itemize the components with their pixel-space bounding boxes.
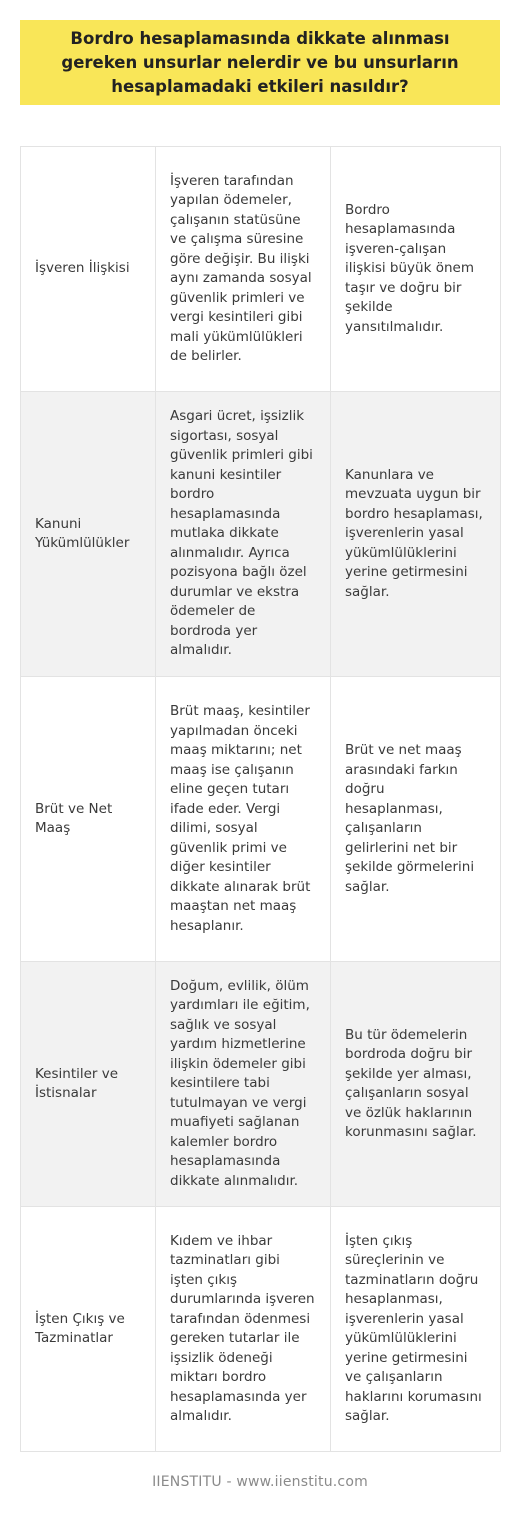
row-effect: İşten çıkış süreçlerinin ve tazminatların doğru hesaplanması, işverenlerin yasal yükümlülüklerini yerine getirmesini ve çalışanların haklarını korumasını sağlar. [331,1207,501,1452]
row-label: Kanuni Yükümlülükler [21,392,156,677]
title-banner [20,20,500,105]
row-effect: Kanunlara ve mevzuata uygun bir bordro hesaplaması, işverenlerin yasal yükümlülüklerini yerine getirmesini sağlar. [331,392,501,677]
row-effect: Brüt ve net maaş arasındaki farkın doğru hesaplanması, çalışanların gelirlerini net bir şekilde görmelerini sağlar. [331,677,501,962]
row-description: İşveren tarafından yapılan ödemeler, çalışanın statüsüne ve çalışma süresine göre değişir. Bu ilişki aynı zamanda sosyal güvenlik primleri ve vergi kesintileri gibi mali yükümlülükleri de belirler. [156,147,331,392]
row-description: Doğum, evlilik, ölüm yardımları ile eğitim, sağlık ve sosyal yardım hizmetlerine ilişkin ödemeler gibi kesintilere tabi tutulmayan ve vergi muafiyeti sağlanan kalemler bordro hesaplamasında dikkate alınmalıdır. [156,962,331,1207]
row-label: İşveren İlişkisi [21,147,156,392]
row-label: İşten Çıkış ve Tazminatlar [21,1207,156,1452]
table-row [21,962,501,1207]
row-description: Kıdem ve ihbar tazminatları gibi işten çıkış durumlarında işveren tarafından ödenmesi gereken tutarlar ile işsizlik ödeneği miktarı bordro hesaplamasında yer almalıdır. [156,1207,331,1452]
footer-credit: IIENSTITU - www.iienstitu.com [152,1474,368,1490]
table-row [21,392,501,677]
table-row [21,147,501,392]
row-effect: Bordro hesaplamasında işveren-çalışan ilişkisi büyük önem taşır ve doğru bir şekilde yansıtılmalıdır. [331,147,501,392]
content-table [20,146,501,1452]
row-label: Brüt ve Net Maaş [21,677,156,962]
page-title: Bordro hesaplamasında dikkate alınması gereken unsurlar nelerdir ve bu unsurların hesaplamadaki etkileri nasıldır? [61,28,459,96]
row-label: Kesintiler ve İstisnalar [21,962,156,1207]
table-row [21,1207,501,1452]
row-effect: Bu tür ödemelerin bordroda doğru bir şekilde yer alması, çalışanların sosyal ve özlük haklarının korunmasını sağlar. [331,962,501,1207]
table-row [21,677,501,962]
row-description: Brüt maaş, kesintiler yapılmadan önceki maaş miktarını; net maaş ise çalışanın eline geçen tutarı ifade eder. Vergi dilimi, sosyal güvenlik primi ve diğer kesintiler dikkate alınarak brüt maaştan net maaş hesaplanır. [156,677,331,962]
row-description: Asgari ücret, işsizlik sigortası, sosyal güvenlik primleri gibi kanuni kesintiler bordro hesaplamasında mutlaka dikkate alınmalıdır. Ayrıca pozisyona bağlı özel durumlar ve ekstra ödemeler de bordroda yer almalıdır. [156,392,331,677]
